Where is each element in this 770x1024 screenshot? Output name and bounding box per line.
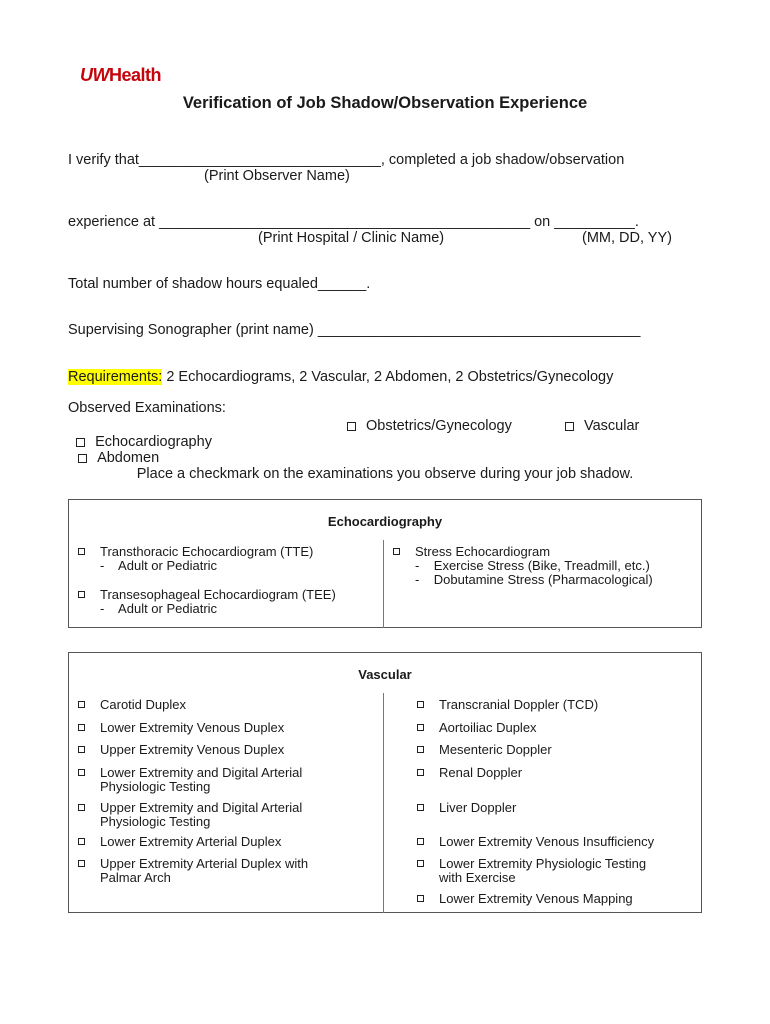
vascular-option-label: Lower Extremity Physiologic Testing with Exercise bbox=[439, 856, 647, 885]
echo-column-divider bbox=[383, 540, 384, 628]
vascular-table bbox=[68, 652, 702, 913]
vascular-option-label: Aortoiliac Duplex bbox=[439, 720, 537, 735]
tee-sub: - Adult or Pediatric bbox=[100, 601, 218, 616]
echocardiography-table bbox=[68, 499, 702, 628]
vascular-checkbox[interactable] bbox=[78, 746, 85, 753]
vascular-checkbox[interactable] bbox=[417, 724, 424, 731]
hours-line: Total number of shadow hours equaled______. bbox=[68, 276, 371, 292]
vascular-checkbox[interactable] bbox=[78, 701, 85, 708]
tte-label: Transthoracic Echocardiogram (TTE) bbox=[100, 544, 314, 559]
stress-sub-exercise: - Exercise Stress (Bike, Treadmill, etc.) bbox=[415, 558, 650, 573]
vascular-checkbox[interactable] bbox=[78, 769, 85, 776]
date-label: (MM, DD, YY) bbox=[582, 230, 672, 246]
requirements-line bbox=[68, 369, 613, 385]
vascular-checkbox[interactable] bbox=[417, 746, 424, 753]
echo-table-title: Echocardiography bbox=[327, 514, 443, 529]
stress-checkbox[interactable] bbox=[393, 548, 400, 555]
vascular-option-label: Upper Extremity and Digital Arterial Physiologic Testing bbox=[100, 800, 303, 829]
vascular-option-label: Lower Extremity Venous Insufficiency bbox=[439, 834, 655, 849]
tee-label: Transesophageal Echocardiogram (TEE) bbox=[100, 587, 336, 602]
experience-line: experience at ______________________________________________ on __________. bbox=[68, 214, 639, 230]
vascular-option-label: Carotid Duplex bbox=[100, 697, 186, 712]
vascular-option-label: Lower Extremity Arterial Duplex bbox=[100, 834, 282, 849]
stress-sub-dobutamine: - Dobutamine Stress (Pharmacological) bbox=[415, 572, 653, 587]
vascular-checkbox[interactable] bbox=[417, 804, 424, 811]
vascular-option-label: Lower Extremity and Digital Arterial Physiologic Testing bbox=[100, 765, 303, 794]
observer-name-label: (Print Observer Name) bbox=[204, 168, 350, 184]
vascular-option-label: Transcranial Doppler (TCD) bbox=[439, 697, 599, 712]
stress-label: Stress Echocardiogram bbox=[415, 544, 551, 559]
vascular-checkbox[interactable] bbox=[417, 769, 424, 776]
observed-option-vascular: Vascular bbox=[584, 418, 640, 434]
instruction-text: Place a checkmark on the examinations you observe during your job shadow. bbox=[136, 466, 634, 482]
observed-options bbox=[68, 418, 212, 466]
echocardiography-checkbox[interactable] bbox=[76, 438, 85, 447]
page-title: Verification of Job Shadow/Observation Experience bbox=[182, 94, 588, 112]
observed-option-obgyn: Obstetrics/Gynecology bbox=[366, 418, 512, 434]
vascular-checkbox[interactable] bbox=[565, 422, 574, 431]
logo-health: Health bbox=[109, 65, 162, 85]
observed-option-vascular-wrap bbox=[565, 418, 639, 434]
uwhealth-logo bbox=[80, 65, 161, 86]
vascular-checkbox[interactable] bbox=[78, 804, 85, 811]
hospital-name-label: (Print Hospital / Clinic Name) bbox=[258, 230, 445, 246]
vascular-checkbox[interactable] bbox=[417, 701, 424, 708]
obgyn-checkbox[interactable] bbox=[347, 422, 356, 431]
logo-uw: UW bbox=[80, 65, 109, 85]
observed-heading: Observed Examinations: bbox=[68, 400, 226, 416]
requirements-label: Requirements: bbox=[68, 369, 163, 385]
tee-checkbox[interactable] bbox=[78, 591, 85, 598]
vascular-checkbox[interactable] bbox=[78, 838, 85, 845]
observed-option-obgyn-wrap bbox=[347, 418, 512, 434]
vascular-checkbox[interactable] bbox=[417, 895, 424, 902]
vascular-column-divider bbox=[383, 693, 384, 913]
tte-sub: - Adult or Pediatric bbox=[100, 558, 218, 573]
observed-option-echo: Echocardiography bbox=[95, 434, 212, 450]
vascular-checkbox[interactable] bbox=[78, 860, 85, 867]
supervisor-line: Supervising Sonographer (print name) ________________________________________ bbox=[68, 322, 641, 338]
observed-option-abdomen: Abdomen bbox=[97, 450, 160, 466]
vascular-option-label: Mesenteric Doppler bbox=[439, 742, 552, 757]
vascular-option-label: Renal Doppler bbox=[439, 765, 523, 780]
verify-line: I verify that______________________________, completed a job shadow/observation bbox=[68, 152, 625, 168]
vascular-option-label: Liver Doppler bbox=[439, 800, 517, 815]
vascular-option-label: Lower Extremity Venous Mapping bbox=[439, 891, 633, 906]
vascular-option-label: Upper Extremity Venous Duplex bbox=[100, 742, 285, 757]
abdomen-checkbox[interactable] bbox=[78, 454, 87, 463]
vascular-table-title: Vascular bbox=[358, 667, 412, 682]
vascular-option-label: Lower Extremity Venous Duplex bbox=[100, 720, 285, 735]
vascular-checkbox[interactable] bbox=[417, 838, 424, 845]
tte-checkbox[interactable] bbox=[78, 548, 85, 555]
vascular-option-label: Upper Extremity Arterial Duplex with Palmar Arch bbox=[100, 856, 309, 885]
requirements-text: 2 Echocardiograms, 2 Vascular, 2 Abdomen, 2 Obstetrics/Gynecology bbox=[162, 369, 614, 385]
vascular-checkbox[interactable] bbox=[417, 860, 424, 867]
vascular-checkbox[interactable] bbox=[78, 724, 85, 731]
